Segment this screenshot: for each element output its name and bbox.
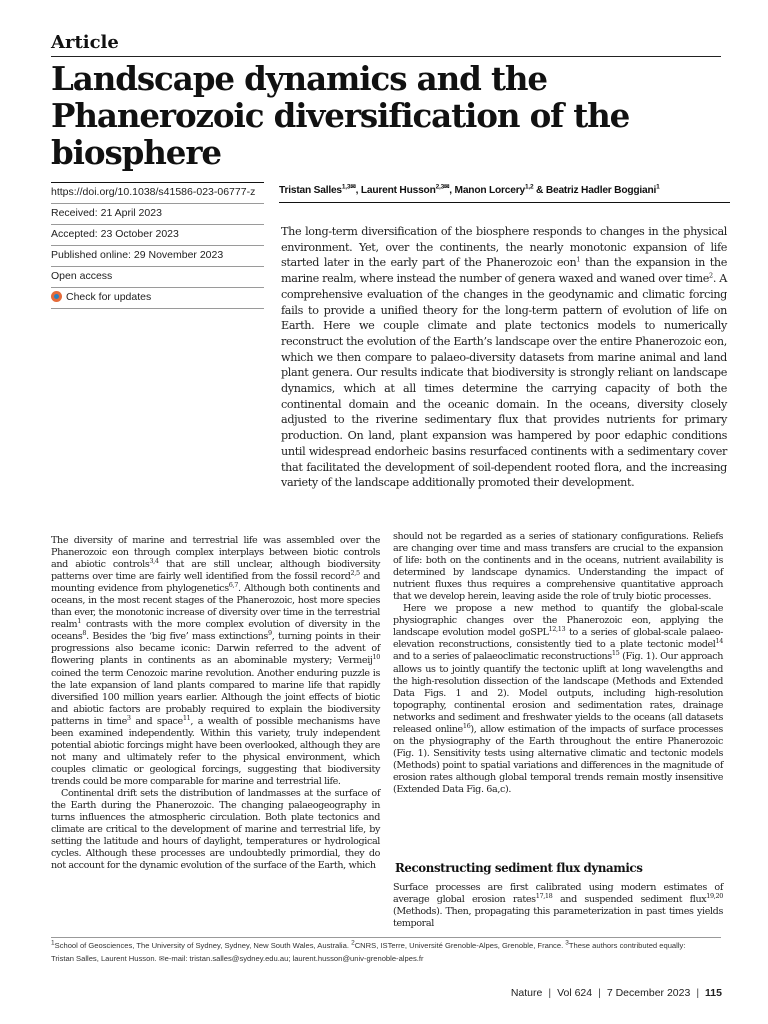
equal-contributors: Tristan Salles, Laurent Husson. bbox=[51, 953, 159, 963]
body-paragraph-text: Surface processes are first calibrated using modern estimates of average global erosion rates bbox=[393, 882, 723, 906]
issue-date: 7 December 2023 bbox=[606, 987, 691, 999]
author-affiliation-ref: 2,3✉ bbox=[435, 183, 450, 191]
abstract-text: than the expansion in the marine realm, where instead the number of genera waxed and waned over time bbox=[281, 256, 727, 286]
citation-ref[interactable]: 8 bbox=[82, 629, 87, 638]
article-type-label: Article bbox=[51, 32, 119, 53]
citation-ref[interactable]: 2 bbox=[351, 939, 355, 947]
body-paragraph bbox=[51, 788, 380, 872]
author-separator: , bbox=[355, 185, 361, 196]
body-paragraph-text: . Besides the ‘big five’ mass extinctions bbox=[86, 631, 268, 643]
citation-ref[interactable]: 1 bbox=[77, 617, 82, 626]
citation-ref[interactable]: 6,7 bbox=[228, 581, 238, 589]
citation-ref[interactable]: 14 bbox=[715, 637, 723, 646]
citation-ref[interactable]: 16 bbox=[462, 721, 471, 730]
author-list bbox=[279, 185, 729, 196]
citation-ref[interactable]: 3,4 bbox=[149, 556, 159, 565]
correspondence-line bbox=[51, 953, 721, 967]
body-paragraph-text: Continental drift sets the distribution of landmasses at the surface of the Earth during the Phanerozoic. The changing palaeogeography in turns influences the atmospheric circulation. Both plate tectonics and climate are critical to the development of marine and terrestrial life, by setting the latitude and hours of daylight, temperatures or hydrological cycles. Although these processes are undoubtedly primordial, they do not account for the dynamic evolution of the surface of the Earth, which bbox=[51, 787, 380, 872]
body-paragraph-text: and space bbox=[130, 715, 183, 727]
citation-ref[interactable]: 3 bbox=[126, 713, 131, 722]
body-paragraph-text: . Although both continents and oceans, in the most recent stages of the Phanerozoic, host more species than ever, the monotonic increase of diversity over time in the terrestrial realm bbox=[51, 583, 380, 631]
body-paragraph-text: and mounting evidence from phylogenetics bbox=[51, 571, 380, 595]
body-paragraph-text: to a series of global-scale palaeo-elevation reconstructions, consistently tied to a plate tectonic model bbox=[393, 627, 723, 651]
citation-ref[interactable]: 12,13 bbox=[548, 625, 566, 634]
page-title: Landscape dynamics and the Phanerozoic diversification of the biosphere bbox=[51, 59, 630, 172]
abstract bbox=[281, 224, 727, 491]
body-paragraph-text: and suspended sediment flux bbox=[552, 894, 707, 906]
contact-emails[interactable]: e-mail: tristan.salles@sydney.edu.au; laurent.husson@univ-grenoble-alpes.fr bbox=[164, 953, 424, 963]
citation-ref[interactable]: 3 bbox=[565, 939, 569, 947]
citation-ref[interactable]: 19,20 bbox=[706, 891, 723, 900]
body-paragraph-text: ), allow estimation of the impacts of surface processes on the physiography of the Earth throughout the entire Phanerozoic (Fig. 1). Sensitivity tests using alternative climatic and tectonic models (Methods) point to spatial variations and differences in the magnitude of erosion rates although global temporal trends remain mostly insensitive (Extended Data Fig. 6a,c). bbox=[393, 723, 723, 795]
article-meta bbox=[51, 182, 264, 309]
author-affiliation-ref: 1,3✉ bbox=[341, 183, 356, 191]
published-date: Published online: 29 November 2023 bbox=[51, 246, 264, 267]
affiliations-line bbox=[51, 940, 721, 953]
volume: Vol 624 bbox=[557, 987, 593, 999]
author-name[interactable]: Beatriz Hadler Boggiani bbox=[545, 185, 657, 196]
citation-ref[interactable]: 1 bbox=[576, 255, 581, 264]
citation-ref[interactable]: 2,5 bbox=[350, 568, 360, 577]
body-paragraph-text: (Fig. 1). Our approach allows us to jointly quantify the tectonic uplift at long wavelengths and the high-resolution dissection of the landscape (Methods and Extended Data Figs. 1 and 2). Model outputs, including high-resolution topography, continental erosion and sedimentation rates, drainage networks and sediment and freshwater yields to the oceans (all datasets released online bbox=[393, 651, 724, 735]
accepted-date: Accepted: 23 October 2023 bbox=[51, 225, 264, 246]
body-paragraph-text: coined the term Cenozoic marine revolution. Another enduring puzzle is the late expansion of land plants compared to marine life that rapidly diversified 100 million years earlier. Although the joint effects of biotic and abiotic factors are probably required to explain the biodiversity patterns in time bbox=[51, 667, 380, 727]
body-paragraph-text: and to a series of palaeoclimatic reconstructions bbox=[393, 651, 612, 663]
page-footer: Nature | Vol 624 | 7 December 2023 | 115 bbox=[510, 987, 722, 999]
citation-ref[interactable]: 9 bbox=[267, 629, 272, 638]
affiliation-text: School of Geosciences, The University of Sydney, Sydney, New South Wales, Australia. bbox=[54, 941, 352, 950]
citation-ref[interactable]: 2 bbox=[709, 271, 713, 280]
citation-ref[interactable]: 10 bbox=[372, 653, 380, 662]
citation-ref[interactable]: 11 bbox=[182, 713, 191, 722]
author-affiliation-ref: 1,2 bbox=[524, 183, 534, 191]
body-paragraph-text: , turning points in their progressions also became iconic: Darwin referred to the advent of flowering plants in continents as an abominable mystery; Vermeij bbox=[51, 631, 380, 667]
check-updates-icon bbox=[51, 291, 62, 302]
section-paragraph bbox=[393, 882, 723, 930]
author-separator: , bbox=[449, 185, 455, 196]
affiliation-text: These authors contributed equally: bbox=[568, 941, 686, 950]
body-paragraph-text: , a wealth of possible mechanisms have been examined independently. Within this variety, truly independent potential abiotic forcings might have been overlooked, although they are not many and ultimately refer to the physical environment, which couples climatic or geological forcings, suggesting that biodiversity trends could be more comparable for marine and terrestrial life. bbox=[51, 715, 380, 787]
body-paragraph-text: (Methods). Then, propagating this parameterization in past times yields temporal bbox=[393, 906, 723, 930]
body-paragraph bbox=[393, 531, 723, 603]
author-name[interactable]: Laurent Husson bbox=[360, 185, 436, 196]
body-paragraph-text: Here we propose a new method to quantify the global-scale physiographic changes over the Phanerozoic eon, applying the landscape evolution model goSPL bbox=[393, 603, 723, 639]
body-column-left bbox=[51, 535, 380, 872]
citation-ref[interactable]: 17,18 bbox=[535, 891, 553, 900]
body-paragraph bbox=[393, 603, 723, 796]
journal-name: Nature bbox=[510, 987, 543, 999]
body-paragraph bbox=[51, 535, 380, 788]
body-paragraph-text: The diversity of marine and terrestrial life was assembled over the Phanerozoic eon through complex interplays between biotic controls and abiotic controls bbox=[51, 535, 380, 571]
affiliation-text: CNRS, ISTerre, Université Grenoble-Alpes, Grenoble, France. bbox=[354, 941, 566, 950]
section-heading: Reconstructing sediment flux dynamics bbox=[395, 861, 643, 875]
author-name[interactable]: Manon Lorcery bbox=[454, 185, 525, 196]
mail-icon: ✉ bbox=[158, 955, 165, 963]
author-affiliation-ref: 1 bbox=[656, 183, 660, 191]
received-date: Received: 21 April 2023 bbox=[51, 204, 264, 225]
citation-ref[interactable]: 15 bbox=[611, 649, 620, 658]
header-rule bbox=[51, 56, 721, 57]
abstract-rule bbox=[279, 202, 730, 203]
author-name[interactable]: Tristan Salles bbox=[279, 185, 342, 196]
page-number: 115 bbox=[705, 987, 722, 999]
body-paragraph-text: that are still unclear, although biodiversity patterns over time are fairly well identified from the fossil record bbox=[51, 559, 380, 583]
abstract-text: . A comprehensive evaluation of the changes in the geodynamic and climatic forcing fails to provide a unified theory for the long-term pattern of evolution of life on Earth. Here we couple climate and plate tectonics models to numerically reconstruct the evolution of the Earth’s landscape over the entire Phanerozoic eon, which we then compare to palaeo-diversity datasets from marine animal and land plant genera. Our results indicate that biodiversity is strongly reliant on landscape dynamics, which at all times determine the carrying capacity of both the continental domain and the oceanic domain. In the oceans, diversity closely adjusted to the riverine sedimentary flux that provides nutrients for primary production. On land, plant expansion was hampered by poor edaphic conditions until widespread endorheic basins resurfaced continents with a sedimentary cover that facilitated the development of soil-dependent rooted flora, and the increasing variety of the landscape additionally promoted their development. bbox=[281, 272, 727, 490]
open-access-label: Open access bbox=[51, 267, 264, 288]
abstract-text: The long-term diversification of the biosphere responds to changes in the physical environment. Yet, over the continents, the nearly monotonic expansion of life started later in the early part of the Phanerozoic eon bbox=[281, 225, 727, 270]
body-paragraph-text: should not be regarded as a series of stationary configurations. Reliefs are changing over time and mass transfers are crucial to the expansion of life: both on the continents and in the oceans, nutrient availability is determined by landscape dynamics. Understanding the impact of nutrient fluxes thus requires a comprehensive quantitative approach that we develop herein, leaving aside the role of truly biotic processes. bbox=[393, 531, 723, 603]
check-updates-label: Check for updates bbox=[66, 291, 152, 303]
author-separator: & bbox=[533, 185, 546, 196]
body-column-right bbox=[393, 531, 723, 796]
affiliations-footnote bbox=[51, 940, 721, 966]
body-paragraph-text: contrasts with the more complex evolution of diversity in the oceans bbox=[51, 619, 380, 643]
footnote-rule bbox=[51, 937, 721, 938]
check-updates-link[interactable] bbox=[51, 288, 264, 309]
doi-link[interactable]: https://doi.org/10.1038/s41586-023-06777-z bbox=[51, 182, 264, 204]
citation-ref[interactable]: 1 bbox=[51, 939, 55, 947]
